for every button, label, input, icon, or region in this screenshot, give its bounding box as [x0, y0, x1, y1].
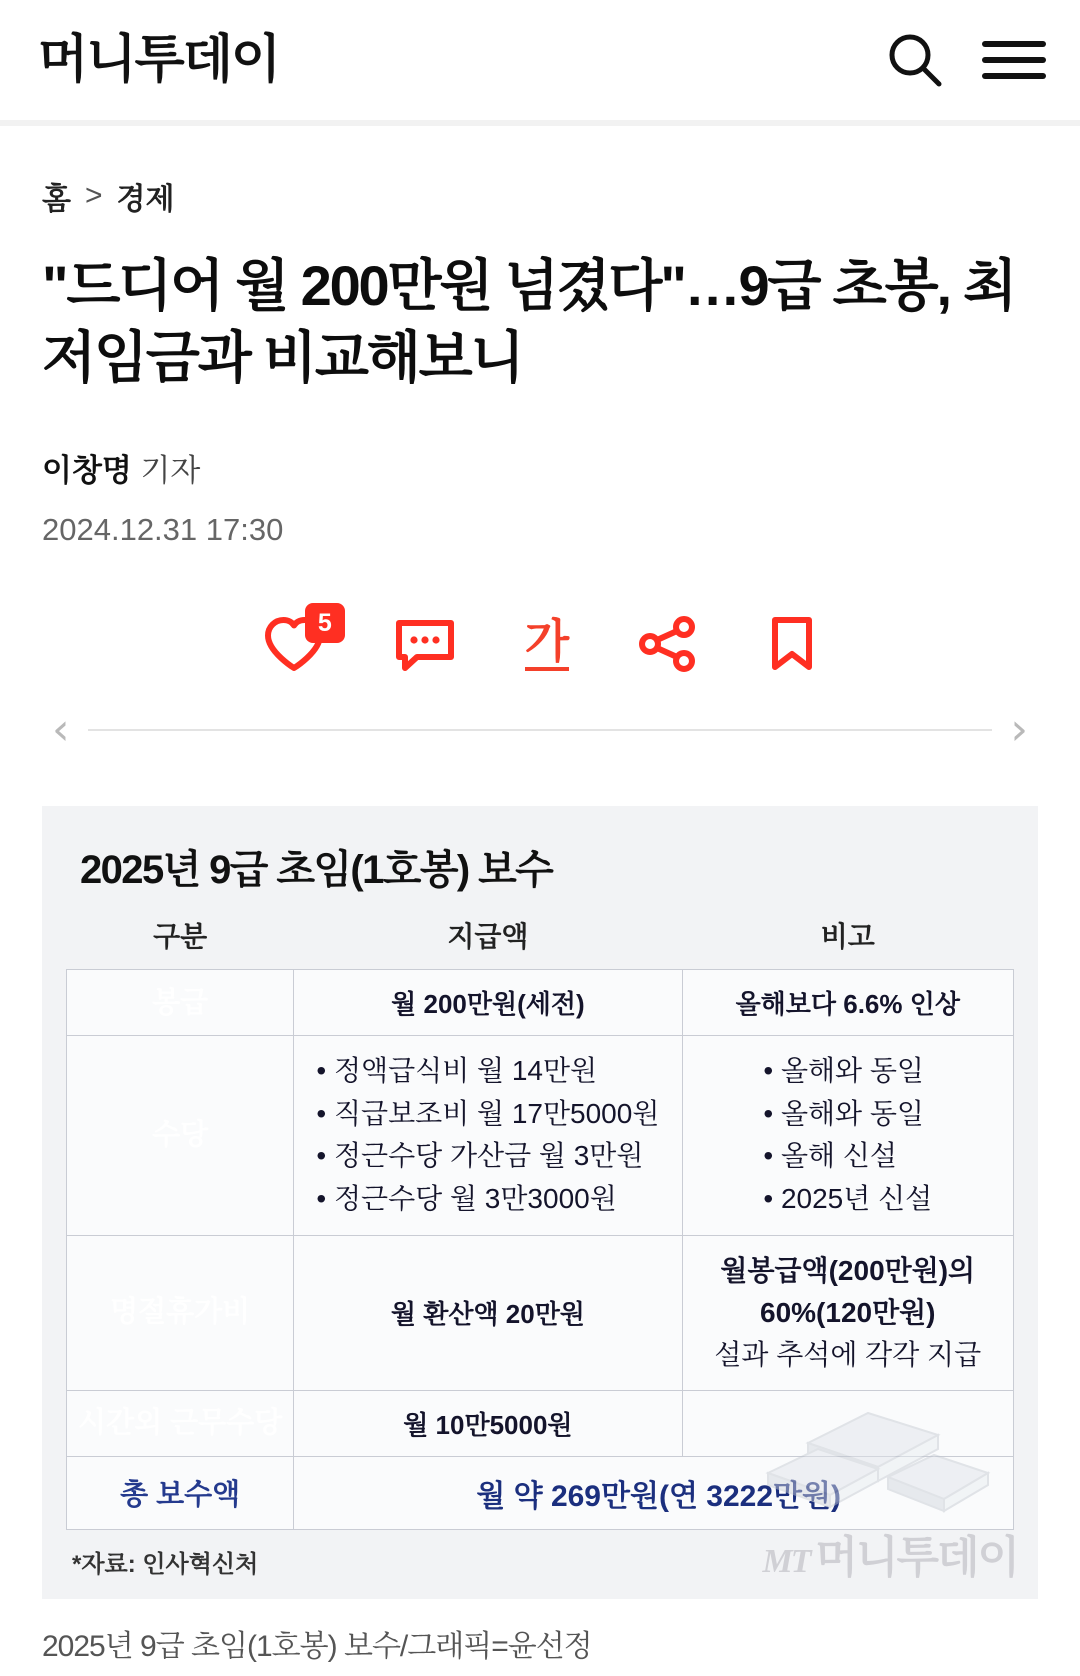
pay-table [66, 911, 1014, 1529]
allowance-item: • 정근수당 월 3만3000원 [316, 1178, 659, 1221]
like-button[interactable] [263, 608, 332, 673]
page-title: "드디어 월 200만원 넘겼다"…9급 초봉, 최저임금과 비교해보니 [42, 254, 1016, 389]
graphic-source: *자료: 인사혁신처 [72, 1550, 259, 1578]
allowance-item: • 정액급식비 월 14만원 [316, 1050, 659, 1093]
comment-button[interactable] [393, 615, 457, 673]
table-row [67, 1390, 1014, 1456]
row-note-overtime [682, 1390, 1013, 1456]
search-icon[interactable] [884, 29, 946, 91]
allowance-item: • 직급보조비 월 17만5000원 [316, 1093, 659, 1136]
holiday-note-line: 60%(120만원) [760, 1296, 936, 1328]
watermark-mt: MT [762, 1542, 810, 1580]
table-row [67, 970, 1014, 1036]
table-row [67, 1036, 1014, 1235]
byline [42, 445, 1038, 490]
row-label-allowances: 수당 [67, 1036, 294, 1235]
allowance-item: • 정근수당 가산금 월 3만원 [316, 1135, 659, 1178]
holiday-note-line: 월봉급액(200만원)의 [720, 1254, 976, 1286]
total-value: 월 약 269만원(연 3222만원) [294, 1456, 1014, 1529]
like-count-badge: 5 [305, 603, 345, 643]
article-figure [42, 806, 1038, 1664]
row-note-base-salary: 올해보다 6.6% 인상 [682, 970, 1013, 1036]
breadcrumb-home[interactable]: 홈 [42, 183, 71, 216]
header-actions [884, 29, 1046, 91]
article-action-bar [42, 604, 1038, 684]
chevron-right-icon[interactable]: › [1010, 704, 1028, 756]
chevron-left-icon[interactable]: ‹ [52, 704, 70, 756]
row-amount-base-salary: 월 200만원(세전) [294, 970, 682, 1036]
row-amount-overtime: 월 10만5000원 [294, 1390, 682, 1456]
row-amount-allowances [294, 1036, 682, 1235]
pager-rule [88, 729, 993, 731]
hamburger-menu-icon[interactable] [982, 37, 1046, 83]
table-header-row [67, 911, 1014, 970]
row-label-holiday-bonus: 명절휴가비 [67, 1235, 294, 1390]
breadcrumb-section[interactable]: 경제 [116, 183, 175, 216]
total-label: 총 보수액 [67, 1456, 294, 1529]
column-header-amount: 지급액 [447, 921, 529, 953]
allowance-note: • 2025년 신설 [763, 1178, 932, 1221]
header-divider [0, 120, 1080, 126]
site-logo[interactable]: 머니투데이 [38, 31, 280, 89]
figure-caption: 2025년 9급 초임(1호봉) 보수/그래픽=윤선정 [42, 1629, 592, 1663]
bookmark-icon [767, 615, 817, 673]
row-amount-holiday-bonus: 월 환산액 20만원 [294, 1235, 682, 1390]
share-button[interactable] [637, 615, 699, 673]
graphic-title: 2025년 9급 초임(1호봉) 보수 [80, 848, 553, 893]
table-total-row [67, 1456, 1014, 1529]
font-size-button[interactable]: 가 [525, 617, 569, 671]
reporter-name[interactable]: 이창명 [42, 453, 132, 489]
pay-graphic-card [42, 806, 1038, 1598]
column-header-note: 비고 [820, 921, 875, 953]
allowance-note: • 올해 신설 [763, 1135, 932, 1178]
reporter-role: 기자 [140, 453, 201, 489]
holiday-note-line: 설과 추석에 각각 지급 [714, 1338, 982, 1370]
breadcrumb-separator: > [84, 179, 103, 212]
bookmark-button[interactable] [767, 615, 817, 673]
breadcrumb [42, 174, 1038, 218]
table-row [67, 1235, 1014, 1390]
share-icon [637, 615, 699, 673]
article-body [0, 174, 1080, 756]
row-note-holiday-bonus [682, 1235, 1013, 1390]
allowance-note: • 올해와 동일 [763, 1050, 932, 1093]
row-label-base-salary: 봉급 [67, 970, 294, 1036]
site-header [0, 0, 1080, 120]
publish-timestamp: 2024.12.31 17:30 [42, 512, 284, 548]
article-pager [42, 704, 1038, 756]
allowance-note: • 올해와 동일 [763, 1093, 932, 1136]
column-header-category: 구분 [153, 921, 208, 953]
watermark-brand: 머니투데이 [815, 1532, 1018, 1582]
row-note-allowances [682, 1036, 1013, 1235]
row-label-overtime: 시간외 근무수당 [67, 1390, 294, 1456]
comment-icon [393, 615, 457, 673]
